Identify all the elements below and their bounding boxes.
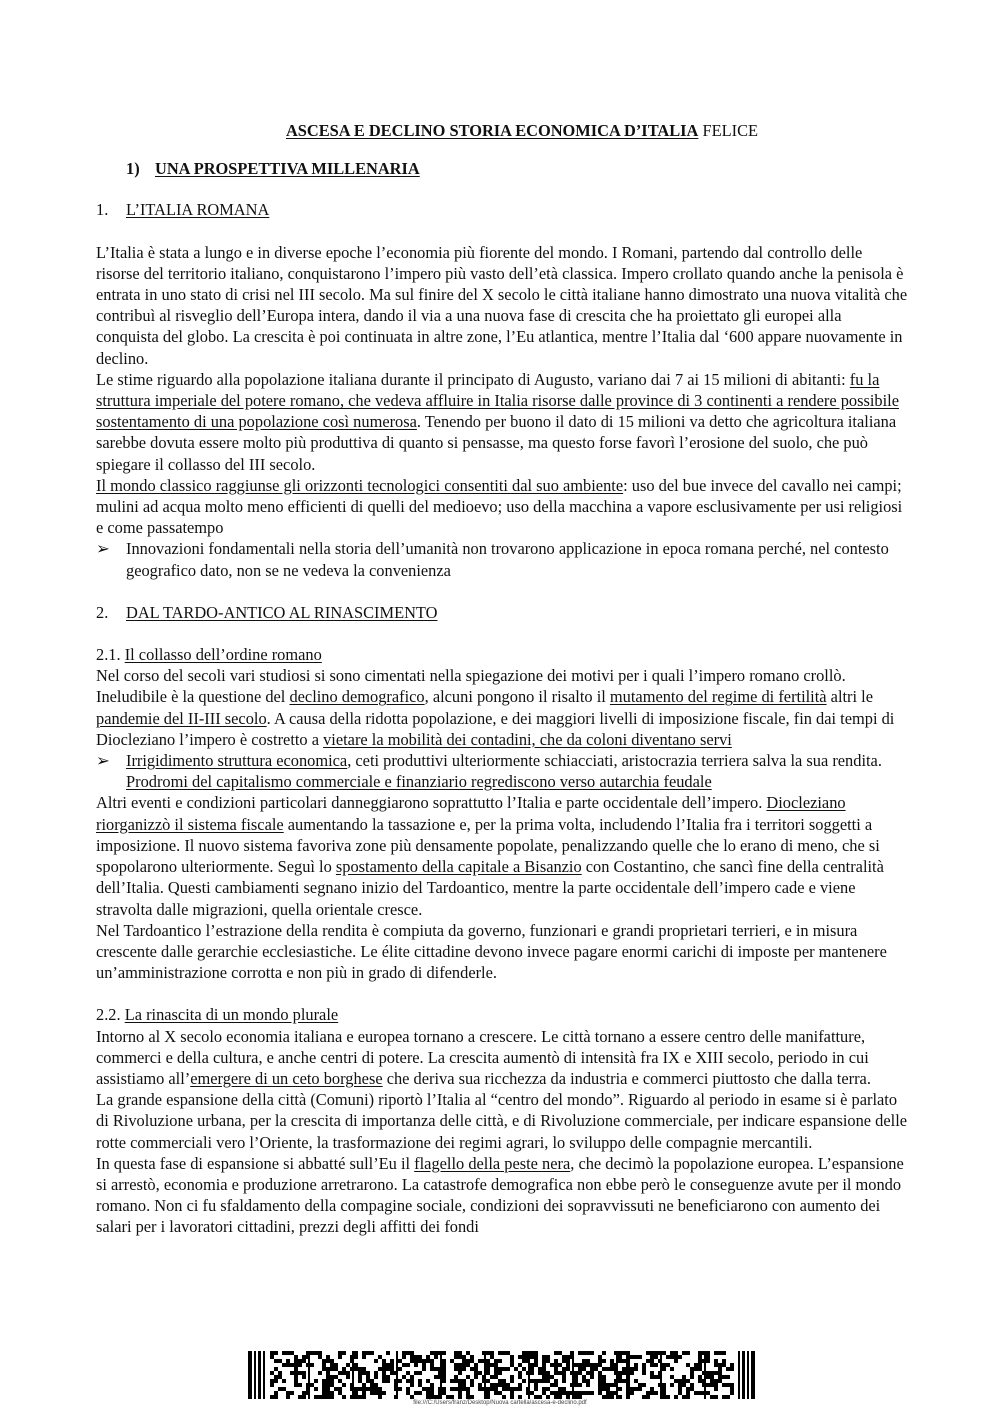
s21-bullet-underlined-1: Irrigidimento struttura economica	[126, 751, 348, 771]
s21-p1-text-b: , alcuni pongono il risalto il	[424, 687, 610, 707]
s21-p2-underlined-1: Diocleziano riorganizzò il sistema fiscale	[96, 793, 846, 834]
s1-p3-text: : uso del bue invece del cavallo nei campi; mulini ad acqua molto meno efficienti di quelli del medioevo; uso della macchina a vapore esclusivamente per usi religiosi e come passatempo	[96, 475, 903, 538]
subsection-2-1-number: 2.1.	[96, 645, 125, 665]
s22-paragraph-3	[96, 1153, 908, 1238]
chapter-number: 1)	[126, 159, 140, 179]
section-2-number: 2.	[96, 602, 109, 622]
s22-paragraph-2: La grande espansione della città (Comuni) riportò l’Italia al “centro del mondo”. Riguardo al periodo in esame si è parlato di Rivoluzione urbana, per la crescita di importanza delle città, e di Rivoluzione commerciale, per indicare espansione delle rotte commerciali vero l’Oriente, la trasformazione dei regimi agrari, lo sviluppo delle compagnie mercantili.	[96, 1090, 908, 1152]
s21-p2-text-b: aumentando la tassazione e, per la prima volta, includendo l’Italia fra i territori soggetti a imposizione. Il nuovo sistema favoriva zone più densamente popolate, penalizzando quelle che lo erano di meno, che si spopolarono ulteriormente. Seguì lo	[96, 814, 880, 877]
s22-p1-underlined: emergere di un ceto borghese	[190, 1068, 383, 1088]
s1-bullet-item	[96, 538, 908, 580]
section-2-heading	[96, 602, 908, 623]
s22-paragraph-1	[96, 1026, 908, 1090]
s21-paragraph-1	[96, 665, 908, 750]
s21-paragraph-2	[96, 792, 908, 919]
s1-p2-text: Le stime riguardo alla popolazione italiana durante il principato di Augusto, variano dai 7 ai 15 milioni di abitanti:	[96, 369, 850, 389]
chapter-title: UNA PROSPETTIVA MILLENARIA	[155, 159, 420, 179]
s22-p1-text-b: che deriva sua ricchezza da industria e commerci piuttosto che dalla terra.	[382, 1068, 871, 1088]
s21-p1-underlined-4: vietare la mobilità dei contadini, che da coloni diventano servi	[323, 729, 732, 749]
subsection-2-2-heading	[96, 1004, 908, 1025]
document-body	[96, 120, 908, 1238]
barcode-image	[248, 1351, 760, 1399]
s21-bullet-item	[96, 750, 908, 792]
s21-p2-underlined-2: spostamento della capitale a Bisanzio	[335, 857, 582, 877]
document-title	[136, 120, 908, 141]
s1-bullet-text: Innovazioni fondamentali nella storia dell’umanità non trovarono applicazione in epoca romana perché, nel contesto geografico dato, non se ne vedeva la convenienza	[126, 539, 889, 580]
s21-p1-text-a: Nel corso del secoli vari studiosi si sono cimentati nella spiegazione dei motivi per i quali l’impero romano crollò. Ineludibile è la questione del	[96, 666, 846, 707]
title-author: FELICE	[698, 121, 759, 140]
footer-file-path: file:///C:/Users/franz/Desktop/Nuova cartella/ascesa-e-declino.pdf	[413, 1400, 587, 1406]
subsection-2-2-number: 2.2.	[96, 1005, 125, 1025]
chapter-heading	[126, 158, 908, 179]
arrow-bullet-icon: ➢	[96, 751, 110, 771]
s21-p2-text-c: con Costantino, che sancì fine della centralità dell’Italia. Questi cambiamenti segnano inizio del Tardoantico, mentre la parte occidentale dell’impero cade e viene stravolta dalle migrazioni, quella orientale cresce.	[96, 857, 884, 919]
title-text: ASCESA E DECLINO STORIA ECONOMICA D’ITALIA	[285, 121, 699, 140]
s21-p2-text-a: Altri eventi e condizioni particolari danneggiarono soprattutto l’Italia e parte occidentale dell’impero.	[96, 793, 767, 813]
subsection-2-1-heading	[96, 644, 908, 665]
section-1-heading	[96, 199, 908, 220]
section-1-title: L’ITALIA ROMANA	[126, 200, 270, 220]
s21-p1-text-d: . A causa della ridotta popolazione, e dei maggiori livelli di imposizione fiscale, fin dai tempi di Diocleziano l’impero è costretto a	[96, 708, 895, 749]
s1-p3-underlined: Il mondo classico raggiunse gli orizzonti tecnologici consentiti dal suo ambiente	[96, 475, 624, 495]
s1-paragraph-3	[96, 475, 908, 539]
subsection-2-2-title: La rinascita di un mondo plurale	[124, 1005, 339, 1025]
s1-p2-underlined: fu la struttura imperiale del potere romano, che vedeva affluire in Italia risorse dalle province di 3 continenti a rendere possibile sostentamento di una popolazione così numerosa	[96, 369, 899, 432]
s22-p3-text-a: In questa fase di espansione si abbatté sull’Eu il	[96, 1153, 415, 1173]
s21-p1-underlined-2: mutamento del regime di fertilità	[609, 687, 827, 707]
s21-p1-text-c: altri le	[826, 687, 873, 707]
arrow-bullet-icon: ➢	[96, 539, 110, 559]
s1-p2-text-end: . Tenendo per buono il dato di 15 milioni va detto che agricoltura italiana sarebbe dovuta essere molto più produttiva di quanto si pensasse, ma questo forse favorì l’erosione del suolo, che può spiegare il collasso del III secolo.	[96, 412, 897, 474]
section-1-number: 1.	[96, 200, 109, 220]
s21-paragraph-3: Nel Tardoantico l’estrazione della rendita è compiuta da governo, funzionari e grandi proprietari terrieri, e in misura crescente dalle gerarchie ecclesiastiche. Le élite cittadine devono invece pagare enormi carichi di imposte per mantenere un’amministrazione corrotta e non più in grado di difenderle.	[96, 920, 887, 983]
s21-bullet-text	[126, 751, 882, 791]
s21-p1-underlined-3: pandemie del II-III secolo	[96, 708, 267, 728]
s22-p3-underlined: flagello della peste nera	[414, 1153, 571, 1173]
s21-p1-underlined-1: declino demografico	[289, 687, 425, 707]
s22-p1-text-a: Intorno al X secolo economia italiana e europea tornano a crescere. Le città tornano a essere centro delle manifatture, commerci e della cultura, e anche centri di potere. La crescita aumentò di intensità fra IX e XIII secolo, periodo in cui assistiamo all’	[96, 1026, 869, 1088]
section-2-title: DAL TARDO-ANTICO AL RINASCIMENTO	[126, 602, 438, 622]
s1-paragraph-2	[96, 369, 908, 475]
s1-paragraph-1: L’Italia è stata a lungo e in diverse epoche l’economia più fiorente del mondo. I Romani, partendo dal controllo delle risorse del territorio italiano, conquistarono l’impero più vasto dell’età classica. Impero crollato quando anche la penisola è entrata in uno stato di crisi nel III secolo. Ma sul finire del X secolo le città italiane hanno dimostrato una nuova vitalità che contribuì al risveglio dell’Europa intera, dando il via a una nuova fase di crescita che ha proiettato gli europei alla conquista del globo. La crescita è poi continuata in altre zone, l’Eu atlantica, mentre l’Italia dal ‘600 appare nuovamente in declino.	[96, 242, 908, 368]
s21-bullet-text-a: , ceti produttivi ulteriormente schiacciati, aristocrazia terriera salva la sua rendita.	[347, 751, 882, 771]
s21-bullet-underlined-2: Prodromi del capitalismo commerciale e finanziario regrediscono verso autarchia feudale	[126, 772, 712, 792]
subsection-2-1-title: Il collasso dell’ordine romano	[124, 645, 322, 665]
s22-p3-text-b: , che decimò la popolazione europea. L’espansione si arrestò, economia e produzione arretrarono. La catastrofe demografica non ebbe però le conseguenze avute per il mondo romano. Non ci fu sfaldamento della compagine sociale, condizioni dei sopravvissuti ne beneficiarono con aumento dei salari per i lavoratori cittadini, prezzi degli affitti dei fondi	[96, 1153, 904, 1237]
